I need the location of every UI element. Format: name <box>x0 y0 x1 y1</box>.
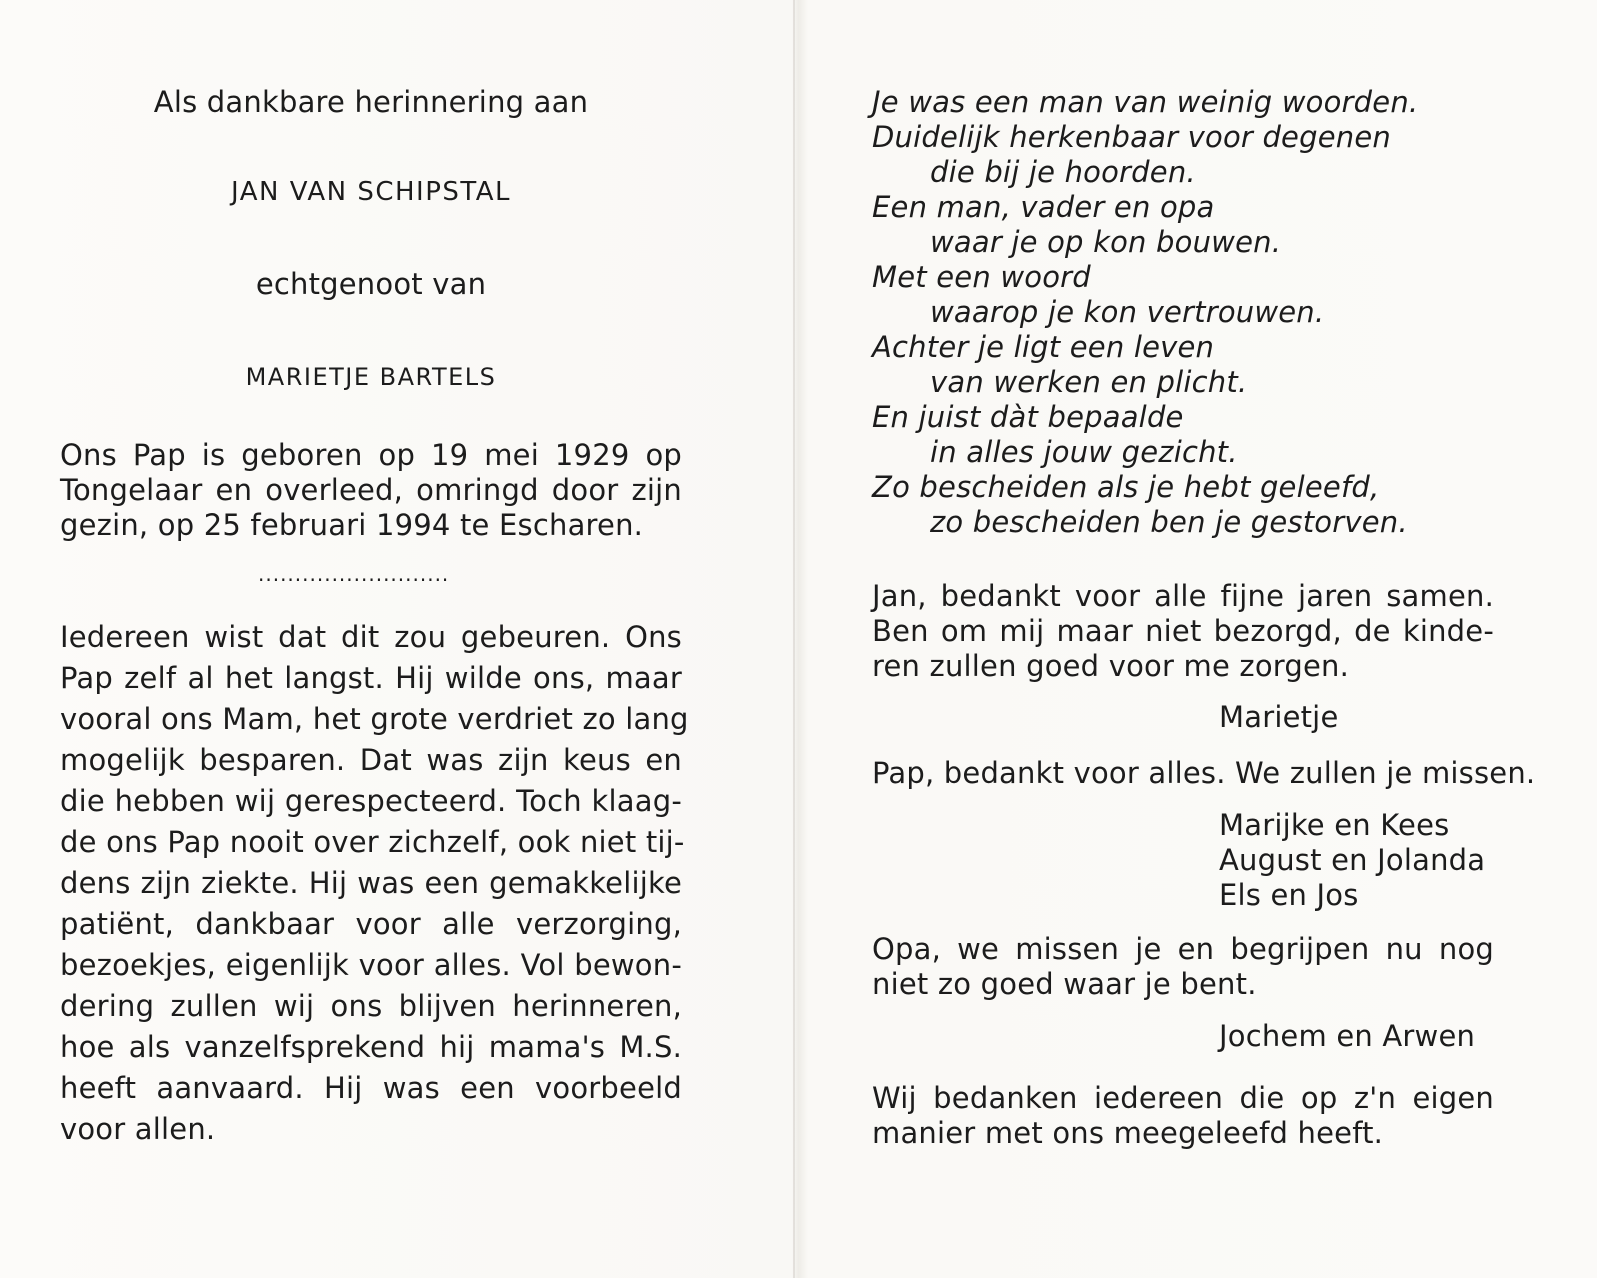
tribute-line: patiënt, dankbaar voor alle verzorging, <box>60 907 682 941</box>
spouse-label: echtgenoot van <box>255 267 487 301</box>
tribute-line: die hebben wij gerespecteerd. Toch klaag- <box>60 784 682 818</box>
tribute-line: de ons Pap nooit over zichzelf, ook niet tij- <box>60 825 685 859</box>
spouse-name: MARIETJE BARTELS <box>245 363 497 391</box>
thanks-line: manier met ons meegeleefd heeft. <box>872 1116 1384 1150</box>
poem-line: En juist dàt bepaalde <box>872 400 1184 434</box>
poem-line: in alles jouw gezicht. <box>930 435 1238 469</box>
tribute-line: bezoekjes, eigenlijk voor alles. Vol bewon- <box>60 948 682 982</box>
grandchildren-message-line: niet zo goed waar je bent. <box>872 967 1257 1001</box>
tribute-line: mogelijk besparen. Dat was zijn keus en <box>60 743 682 777</box>
tribute-line: voor allen. <box>60 1112 216 1146</box>
poem-line: die bij je hoorden. <box>930 155 1196 189</box>
tribute-line: dering zullen wij ons blijven herinneren, <box>60 989 682 1023</box>
poem-line: zo bescheiden ben je gestorven. <box>930 505 1408 539</box>
poem-line: Met een woord <box>872 260 1091 294</box>
intro-text: Als dankbare herinnering aan <box>153 85 589 119</box>
poem-line: Zo bescheiden als je hebt geleefd, <box>872 470 1380 504</box>
poem-line: Een man, vader en opa <box>872 190 1215 224</box>
children-signature: Els en Jos <box>1219 878 1359 912</box>
wife-signature: Marietje <box>1219 700 1339 734</box>
children-signature: August en Jolanda <box>1219 843 1486 877</box>
poem-line: Achter je ligt een leven <box>872 330 1215 364</box>
tribute-line: dens zijn ziekte. Hij was een gemakkelijke <box>60 866 682 900</box>
children-signature: Marijke en Kees <box>1219 808 1450 842</box>
tribute-line: Pap zelf al het langst. Hij wilde ons, maar <box>60 661 682 695</box>
wife-message-line: ren zullen goed voor me zorgen. <box>872 649 1350 683</box>
tribute-line: heeft aanvaard. Hij was een voorbeeld <box>60 1071 682 1105</box>
tribute-line: hoe als vanzelfsprekend hij mama's M.S. <box>60 1030 682 1064</box>
separator-dots: .......................... <box>258 562 450 586</box>
poem-line: Je was een man van weinig woorden. <box>872 85 1419 119</box>
tribute-line: vooral ons Mam, het grote verdriet zo lang <box>60 702 689 736</box>
birth-line: gezin, op 25 februari 1994 te Escharen. <box>60 508 644 542</box>
card-fold <box>793 0 795 1278</box>
tribute-line: Iedereen wist dat dit zou gebeuren. Ons <box>60 620 682 654</box>
poem-line: van werken en plicht. <box>930 365 1248 399</box>
poem-line: waarop je kon vertrouwen. <box>930 295 1325 329</box>
wife-message-line: Jan, bedankt voor alle fijne jaren samen. <box>872 579 1494 613</box>
poem-line: Duidelijk herkenbaar voor degenen <box>872 120 1391 154</box>
birth-line: Tongelaar en overleed, omringd door zijn <box>60 473 682 507</box>
children-message: Pap, bedankt voor alles. We zullen je missen. <box>872 756 1536 790</box>
wife-message-line: Ben om mij maar niet bezorgd, de kinde- <box>872 614 1494 648</box>
thanks-line: Wij bedanken iedereen die op z'n eigen <box>872 1081 1494 1115</box>
poem-line: waar je op kon bouwen. <box>930 225 1282 259</box>
grandchildren-message-line: Opa, we missen je en begrijpen nu nog <box>872 932 1494 966</box>
deceased-name: JAN VAN SCHIPSTAL <box>230 177 512 207</box>
birth-line: Ons Pap is geboren op 19 mei 1929 op <box>60 438 682 472</box>
grandchildren-signature: Jochem en Arwen <box>1219 1019 1476 1053</box>
